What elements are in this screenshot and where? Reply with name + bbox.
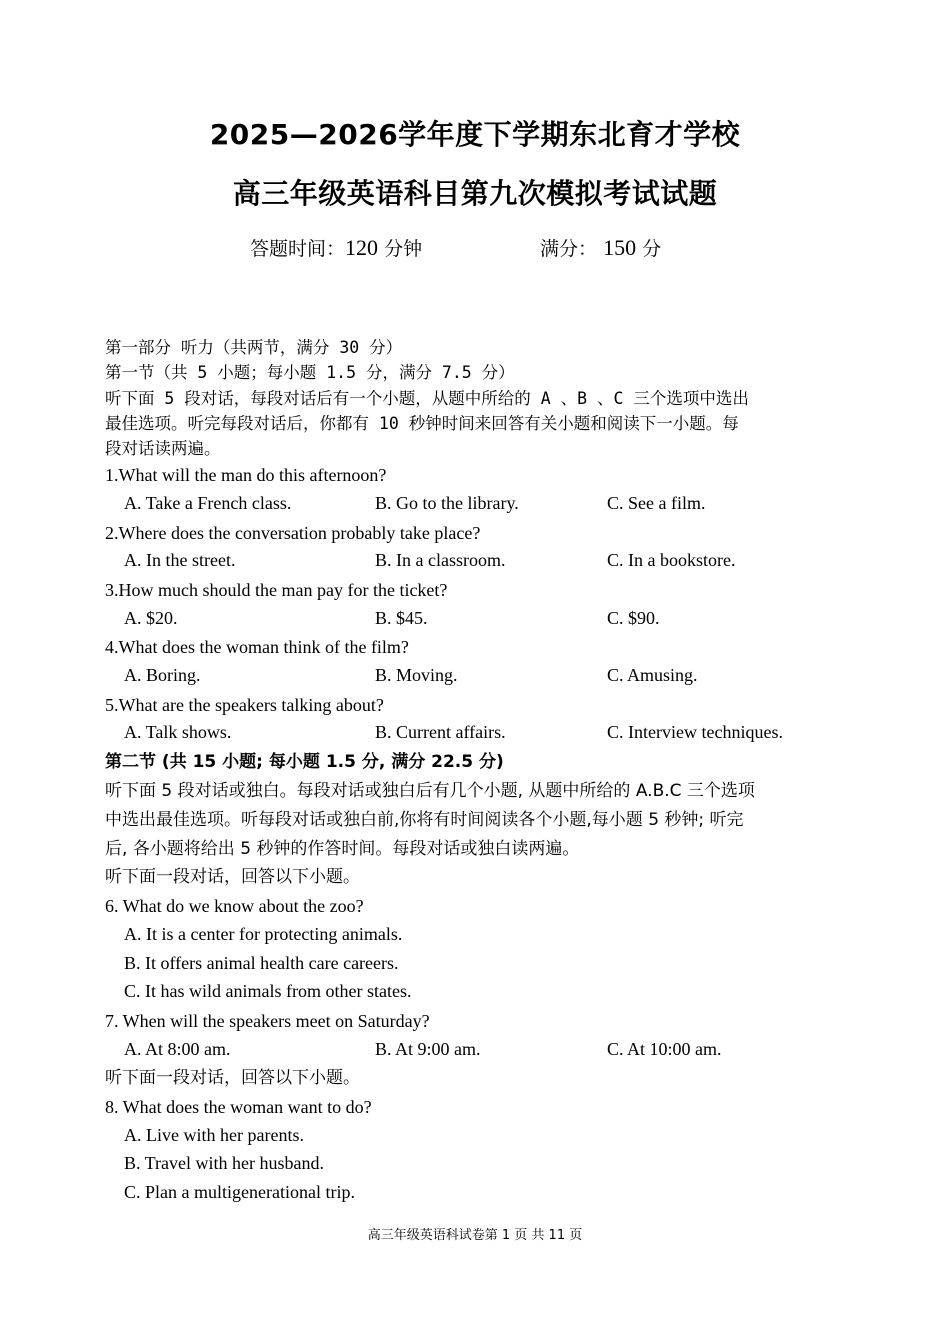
section2-instruction: 听下面 5 段对话或独白。每段对话或独白后有几个小题, 从题中所给的 A.B.C 三个选项 <box>105 781 755 801</box>
q3-option-c: C. $90. <box>607 608 660 628</box>
time-unit: 分钟 <box>384 238 423 260</box>
time-info <box>250 234 422 261</box>
section2-instruction: 中选出最佳选项。听每段对话或独白前,你将有时间阅读各个小题,每小题 5 秒钟; 听完 <box>105 810 744 830</box>
score-info <box>540 234 661 261</box>
q6-option-c: C. It has wild animals from other states. <box>124 981 412 1001</box>
page-footer: 高三年级英语科试卷第 1 页 共 11 页 <box>367 1228 583 1243</box>
score-value: 150 <box>603 235 637 260</box>
q8-option-b: B. Travel with her husband. <box>124 1153 324 1173</box>
section1-instruction: 段对话读两遍。 <box>105 439 221 458</box>
question-5: 5.What are the speakers talking about? <box>105 695 384 715</box>
q2-option-b: B. In a classroom. <box>375 550 506 570</box>
q4-option-c: C. Amusing. <box>607 665 698 685</box>
q1-option-b: B. Go to the library. <box>375 493 519 513</box>
listen-note: 听下面一段对话，回答以下小题。 <box>105 867 360 887</box>
question-7: 7. When will the speakers meet on Saturday? <box>105 1011 430 1031</box>
question-1: 1.What will the man do this afternoon? <box>105 465 387 485</box>
question-4: 4.What does the woman think of the film? <box>105 637 409 657</box>
score-unit: 分 <box>642 238 662 260</box>
q7-option-a: A. At 8:00 am. <box>124 1039 231 1059</box>
question-8: 8. What does the woman want to do? <box>105 1097 372 1117</box>
section1-heading: 第一节（共 5 小题；每小题 1.5 分，满分 7.5 分） <box>105 363 515 382</box>
q5-option-c: C. Interview techniques. <box>607 722 783 742</box>
q6-option-b: B. It offers animal health care careers. <box>124 953 399 973</box>
time-value: 120 <box>345 235 379 260</box>
exam-title-line1: 2025—2026学年度下学期东北育才学校 <box>209 118 741 151</box>
question-3: 3.How much should the man pay for the ticket? <box>105 580 448 600</box>
q8-option-a: A. Live with her parents. <box>124 1125 304 1145</box>
q4-option-b: B. Moving. <box>375 665 458 685</box>
q8-option-c: C. Plan a multigenerational trip. <box>124 1182 355 1202</box>
section2-heading: 第二节 (共 15 小题; 每小题 1.5 分, 满分 22.5 分) <box>105 752 504 772</box>
question-6: 6. What do we know about the zoo? <box>105 896 364 916</box>
q5-option-a: A. Talk shows. <box>124 722 232 742</box>
question-2: 2.Where does the conversation probably take place? <box>105 523 481 543</box>
q6-option-a: A. It is a center for protecting animals. <box>124 924 403 944</box>
time-label: 答题时间： <box>250 238 346 260</box>
q3-option-b: B. $45. <box>375 608 428 628</box>
part1-heading: 第一部分 听力（共两节，满分 30 分） <box>105 338 403 357</box>
score-label: 满分： <box>540 238 598 260</box>
section1-instruction: 听下面 5 段对话，每段对话后有一个小题，从题中所给的 A 、B 、C 三个选项中选出 <box>105 389 749 408</box>
section1-instruction: 最佳选项。听完每段对话后，你都有 10 秒钟时间来回答有关小题和阅读下一小题。每 <box>105 414 739 433</box>
q7-option-c: C. At 10:00 am. <box>607 1039 722 1059</box>
q7-option-b: B. At 9:00 am. <box>375 1039 481 1059</box>
q2-option-a: A. In the street. <box>124 550 236 570</box>
exam-title-line2: 高三年级英语科目第九次模拟考试试题 <box>232 177 718 210</box>
q1-option-a: A. Take a French class. <box>124 493 292 513</box>
q4-option-a: A. Boring. <box>124 665 201 685</box>
q1-option-c: C. See a film. <box>607 493 706 513</box>
q3-option-a: A. $20. <box>124 608 178 628</box>
listen-note: 听下面一段对话，回答以下小题。 <box>105 1068 360 1088</box>
q5-option-b: B. Current affairs. <box>375 722 506 742</box>
section2-instruction: 后, 各小题将给出 5 秒钟的作答时间。每段对话或独白读两遍。 <box>105 839 580 859</box>
q2-option-c: C. In a bookstore. <box>607 550 736 570</box>
